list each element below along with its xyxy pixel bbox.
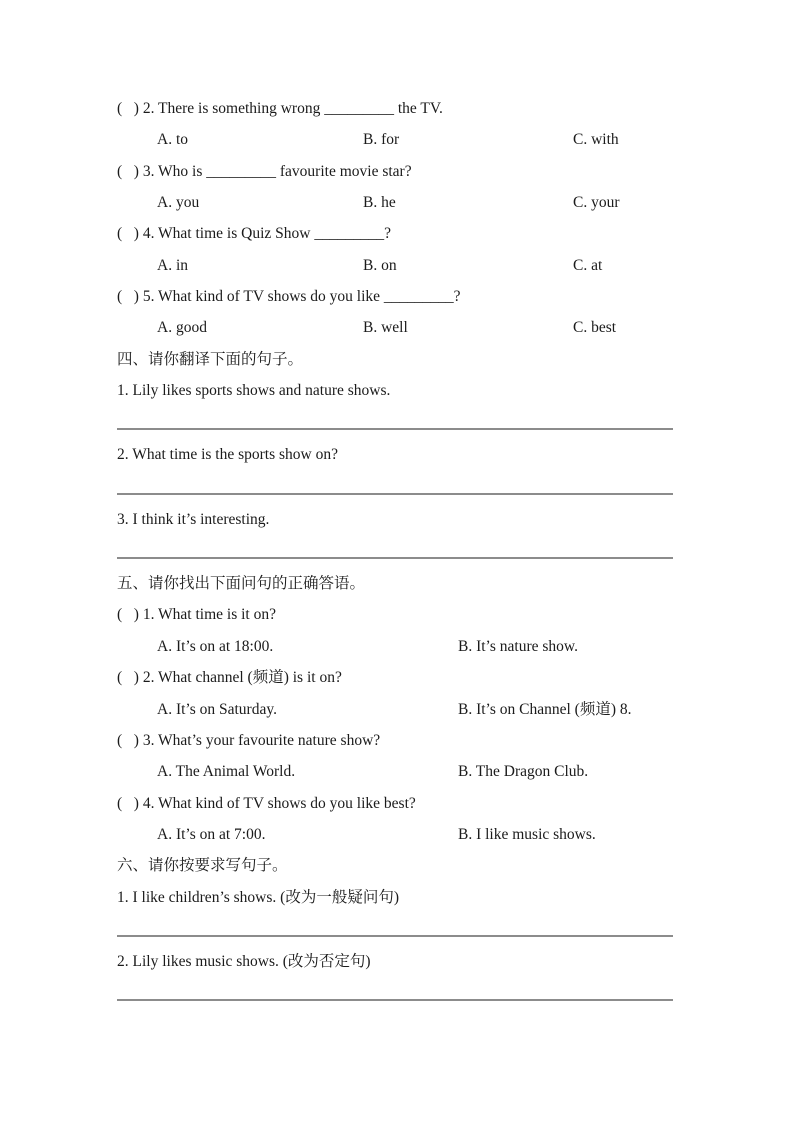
option-a: A. It’s on at 7:00.: [157, 825, 266, 843]
question-text: ( ) 1. What time is it on?: [117, 606, 276, 624]
option-a: A. to: [157, 131, 188, 149]
options-row: [117, 756, 673, 787]
option-b: B. It’s on Channel (频道) 8.: [458, 700, 632, 718]
options-row: [117, 312, 673, 343]
answer-line: [117, 999, 673, 1001]
option-b: B. for: [363, 131, 400, 149]
options-row: [117, 819, 673, 850]
options-row: [117, 124, 673, 155]
option-b: B. It’s nature show.: [458, 637, 578, 655]
options-row: [117, 187, 673, 218]
option-a: A. It’s on Saturday.: [157, 700, 277, 718]
option-c: C. your: [573, 194, 620, 212]
rewrite-sentence: 1. I like children’s shows. (改为一般疑问句): [117, 888, 399, 906]
option-b: B. he: [363, 194, 396, 212]
option-b: B. The Dragon Club.: [458, 763, 589, 781]
section-five-heading: 五、请你找出下面问句的正确答语。: [117, 575, 366, 593]
option-c: C. best: [573, 319, 617, 337]
question-text: ( ) 5. What kind of TV shows do you like _________?: [117, 288, 461, 306]
option-a: A. good: [157, 319, 207, 337]
option-a: A. you: [157, 194, 200, 212]
question-text: ( ) 2. What channel (频道) is it on?: [117, 669, 342, 687]
translation-sentence: 2. What time is the sports show on?: [117, 446, 338, 464]
translation-sentence: 1. Lily likes sports shows and nature shows.: [117, 382, 391, 400]
option-a: A. It’s on at 18:00.: [157, 637, 274, 655]
option-b: B. I like music shows.: [458, 825, 596, 843]
answer-line: [117, 428, 673, 430]
question-text: ( ) 4. What kind of TV shows do you like best?: [117, 794, 416, 812]
section-six-heading: 六、请你按要求写句子。: [117, 857, 288, 875]
options-row: [117, 694, 673, 725]
question-text: ( ) 2. There is something wrong _________ the TV.: [117, 100, 443, 117]
question-text: ( ) 3. Who is _________ favourite movie star?: [117, 162, 412, 180]
option-c: C. with: [573, 131, 619, 149]
option-b: B. well: [363, 319, 408, 337]
translation-sentence: 3. I think it’s interesting.: [117, 510, 270, 528]
option-a: A. in: [157, 256, 188, 274]
question-text: ( ) 3. What’s your favourite nature show?: [117, 731, 381, 749]
answer-line: [117, 493, 673, 495]
option-c: C. at: [573, 256, 603, 274]
answer-line: [117, 935, 673, 937]
options-row: [117, 631, 673, 662]
answer-line: [117, 557, 673, 559]
options-row: [117, 250, 673, 281]
rewrite-sentence: 2. Lily likes music shows. (改为否定句): [117, 952, 371, 970]
option-a: A. The Animal World.: [157, 763, 296, 781]
option-b: B. on: [363, 256, 397, 274]
section-four-heading: 四、请你翻译下面的句子。: [117, 350, 304, 368]
worksheet-content: [117, 93, 673, 1010]
question-text: ( ) 4. What time is Quiz Show _________?: [117, 225, 391, 243]
